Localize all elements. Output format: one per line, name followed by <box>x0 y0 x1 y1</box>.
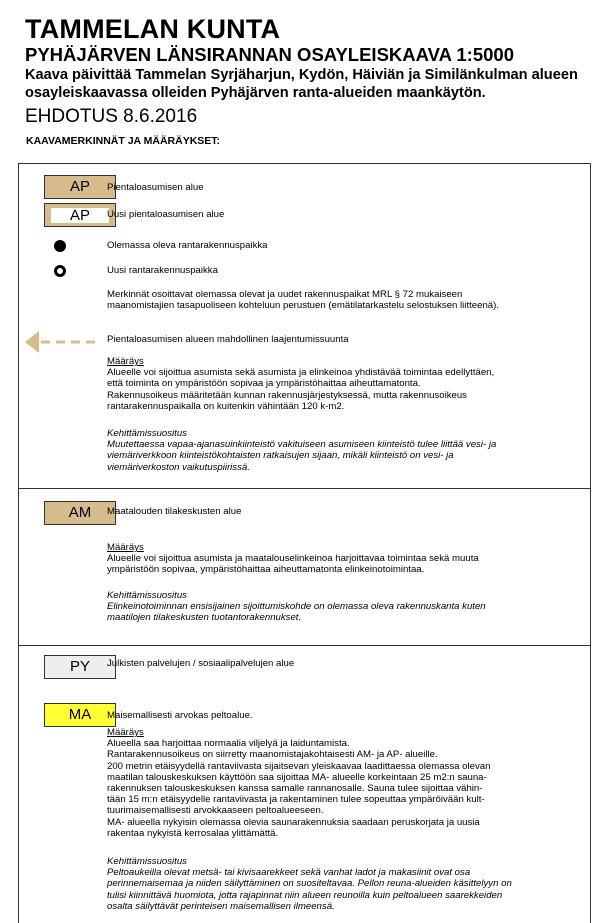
py-swatch <box>44 655 116 679</box>
development-line: osalta säilyttävät perinteisen maisemallisen ilmeensä. <box>107 900 335 912</box>
regulation-line: rantarakennuspaikalla on kuitenkin vähintään 120 k-m2. <box>107 400 345 412</box>
regulation-line: tään 15 m:n etäisyydelle rantaviivasta ja rakentaminen tulee sopeuttaa ympäröivään kult- <box>107 794 485 806</box>
regulation-line: tuurimaisemallisesti arvokkaaseen peltoalueeseen. <box>107 805 324 817</box>
development-heading: Kehittämissuositus <box>107 428 187 439</box>
regulation-line: rakentaa nykyistä kerrosalaa ylittämättä. <box>107 827 279 839</box>
regulation-line: 200 metrin etäisyydellä rantaviivasta sijaitsevan yleiskaavaa laadittaessa olemassa olevan <box>107 760 491 772</box>
ap-swatch <box>44 175 116 199</box>
regulation-line: Alueella saa harjoittaa normaalia viljelyä ja laiduntamista. <box>107 738 350 750</box>
mrl-note-line-2: maanomistajien tasapuoliseen kohteluun perustuen (emätilatarkastelu selostuksen liitteenä). <box>107 300 499 312</box>
am-code: AM <box>68 504 92 521</box>
existing-plot-label: Olemassa oleva rantarakennuspaikka <box>107 240 268 251</box>
development-block <box>107 856 587 912</box>
regulation-line: että toiminta on ympäristöön sopivaa ja ympäristöhaittaa aiheuttamatonta. <box>107 378 421 390</box>
regulation-heading: Määräys <box>107 542 144 553</box>
development-line: viemäriverkoston vaikutuspiirissä. <box>107 461 250 473</box>
development-line: viemäriverkkoon kiinteistökohtaisten ratkaisujen sijaan, mikäli kiinteistö on vesi- ja <box>107 450 454 462</box>
regulation-block <box>107 542 587 576</box>
mrl-note-line-1: Merkinnät osoittavat olemassa olevat ja uudet rakennuspaikat MRL § 72 mukaiseen <box>107 289 463 300</box>
legend-heading: KAAVAMERKINNÄT JA MÄÄRÄYKSET: <box>26 135 221 147</box>
document-header <box>25 14 600 147</box>
regulation-line: Rantarakennusoikeus on siirretty maanomistajakohtaisesti AM- ja AP- alueille. <box>107 749 438 761</box>
development-heading: Kehittämissuositus <box>107 856 187 867</box>
ap-code: AP <box>69 178 90 195</box>
regulation-line: Alueelle voi sijoittua asumista sekä asumista ja elinkeinoa yhdistävää toimintaa edellyttäen, <box>107 367 495 379</box>
am-label: Maatalouden tilakeskusten alue <box>107 506 242 517</box>
regulation-line: rakennuksen talouskeskuksen kanssa samalle rannanosalle. Sauna tulee sijoittaa vähin- <box>107 783 483 795</box>
plan-description: Kaava päivittää Tammelan Syrjäharjun, Kydön, Häiviän ja Similänkulman alueen osayleiskaavassa olleiden Pyhäjärven ranta-alueiden maankäytön. <box>25 67 578 101</box>
regulation-line: maatilan talouskeskuksen käyttöön saa sijoittaa MA- alueelle korkeintaan 25 m2:n sauna- <box>107 771 487 783</box>
regulation-block <box>107 727 587 839</box>
ma-swatch <box>44 703 116 727</box>
regulation-line: ympäristöön sopivaa, ympäristöhaittaa aiheuttamatonta elinkeinotoimintaa. <box>107 564 425 576</box>
legend-section-public-landscape <box>18 645 591 923</box>
regulation-block <box>107 356 587 412</box>
development-heading: Kehittämissuositus <box>107 590 187 601</box>
regulation-line: Rakennusoikeus määritetään kunnan rakennusjärjestyksessä, mutta rakennusoikeus <box>107 389 467 401</box>
development-line: tulisi kiinnittävä huomiota, jotta rajapinnat niin alueen reunoilla kuin peltoalueen saarekkeiden <box>107 889 503 901</box>
am-swatch <box>44 501 116 525</box>
development-line: perinnemaisemaa ja niiden säilyttäminen on suositeltavaa. Pellon reuna-alueiden käsittelyyn on <box>107 878 512 890</box>
dashed-arrow-left-icon <box>23 328 101 356</box>
mrl-note <box>107 289 587 311</box>
legend-section-farm <box>18 488 591 645</box>
ap-label: Pientaloasumisen alue <box>107 182 204 193</box>
development-line: Peltoaukeilla olevat metsä- tai kivisaarekkeet sekä vanhat ladot ja makasiinit ovat osa <box>107 867 471 879</box>
existing-plot-dot-icon <box>54 240 66 252</box>
draft-date: EHDOTUS 8.6.2016 <box>25 106 198 127</box>
py-code: PY <box>69 658 90 675</box>
plan-title: PYHÄJÄRVEN LÄNSIRANNAN OSAYLEISKAAVA 1:5000 <box>25 44 514 65</box>
ma-code: MA <box>68 706 92 723</box>
py-label: Julkisten palvelujen / sosiaalipalvelujen alue <box>107 658 295 669</box>
development-block <box>107 428 587 473</box>
regulation-line: MA- alueella nykyisin olemassa olevia saunarakennuksia saadaan peruskorjata ja uusia <box>107 816 480 828</box>
new-plot-ring-icon <box>54 265 66 277</box>
expansion-label: Pientaloasumisen alueen mahdollinen laajentumissuunta <box>107 334 349 345</box>
legend-section-residential <box>18 163 591 488</box>
apn-swatch <box>44 203 116 227</box>
new-plot-label: Uusi rantarakennuspaikka <box>107 265 218 276</box>
development-line: Elinkeinotoiminnan ensisijainen sijoittumiskohde on olemassa oleva rakennuskanta kuten <box>107 601 486 613</box>
regulation-heading: Määräys <box>107 356 144 367</box>
ma-label: Maisemallisesti arvokas peltoalue. <box>107 710 253 721</box>
development-line: maatilojen tilakeskusten tuotantorakennukset. <box>107 612 302 624</box>
development-line: Muutettaessa vapaa-ajanasuinkiinteistö vakituiseen asumiseen kiinteistö tulee liittää vesi- ja <box>107 439 497 451</box>
regulation-heading: Määräys <box>107 727 144 738</box>
regulation-line: Alueelle voi sijoittua asumista ja maatalouselinkeinoa harjoittavaa toimintaa sekä muuta <box>107 553 479 565</box>
municipality-title: TAMMELAN KUNTA <box>25 14 281 44</box>
apn-label: Uusi pientaloasumisen alue <box>107 209 225 220</box>
apn-code: AP <box>51 208 109 223</box>
development-block <box>107 590 587 624</box>
